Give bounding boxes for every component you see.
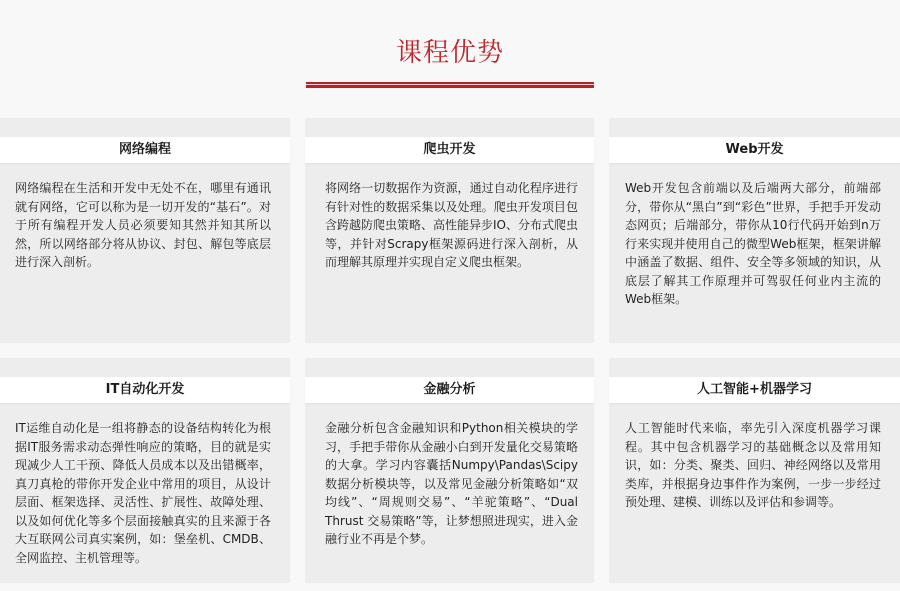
card-title: 金融分析 — [305, 377, 594, 403]
card-description: 人工智能时代来临，率先引入深度机器学习课程。其中包含机器学习的基础概念以及常用知识，如：分类、聚类、回归、神经网络以及常用类库，并根据身边事件作为案例，一步一步经过预处理、建模、训练以及评估和参调等。 — [625, 421, 881, 509]
card-title: IT自动化开发 — [0, 377, 290, 403]
course-card-it-automation — [0, 358, 290, 583]
card-description: IT运维自动化是一组将静态的设备结构转化为根据IT服务需求动态弹性响应的策略，目的就是实现减少人工干预、降低人员成本以及出错概率，真刀真枪的带你开发企业中常用的项目，从设计层面、框架选择、灵活性、扩展性、故障处理、以及如何优化等多个层面接触真实的且来源于各大互联网公司真实案例，如：堡垒机、CMDB、全网监控、主机管理等。 — [15, 421, 271, 565]
card-description: Web开发包含前端以及后端两大部分，前端部分，带你从“黑白”到“彩色”世界，手把手开发动态网页；后端部分，带你从10行代码开始到n万行来实现并使用自己的微型Web框架，框架讲解中涵盖了数据、组件、安全等多领域的知识，从底层了解其工作原理并可驾驭任何业内主流的Web框架。 — [625, 181, 881, 306]
card-title: 网络编程 — [0, 137, 290, 163]
course-card-crawler-development — [305, 118, 594, 343]
card-description: 网络编程在生活和开发中无处不在，哪里有通讯就有网络，它可以称为是一切开发的“基石”。对于所有编程开发人员必须要知其然并知其所以然，所以网络部分将从协议、封包、解包等底层进行深入剖析。 — [15, 181, 271, 269]
card-description: 将网络一切数据作为资源，通过自动化程序进行有针对性的数据采集以及处理。爬虫开发项目包含跨越防爬虫策略、高性能异步IO、分布式爬虫等，并针对Scrapy框架源码进行深入剖析，从而理解其原理并实现自定义爬虫框架。 — [325, 181, 578, 269]
card-description: 金融分析包含金融知识和Python相关模块的学习，手把手带你从金融小白到开发量化交易策略的大拿。学习内容囊括Numpy\Pandas\Scipy数据分析模块等，以及常见金融分析策略如“双均线”、“周规则交易”、“羊驼策略”、“Dual Thrust 交易策略”等，让梦想照进现实，进入金融行业不再是个梦。 — [325, 421, 578, 546]
card-title: Web开发 — [609, 137, 900, 163]
course-card-ai-machine-learning — [609, 358, 900, 583]
course-card-network-programming — [0, 118, 290, 343]
card-title: 人工智能+机器学习 — [609, 377, 900, 403]
card-title: 爬虫开发 — [305, 137, 594, 163]
course-card-web-development — [609, 118, 900, 343]
section-title: 课程优势 — [395, 38, 504, 68]
course-card-financial-analysis — [305, 358, 594, 583]
title-underline — [306, 82, 594, 85]
